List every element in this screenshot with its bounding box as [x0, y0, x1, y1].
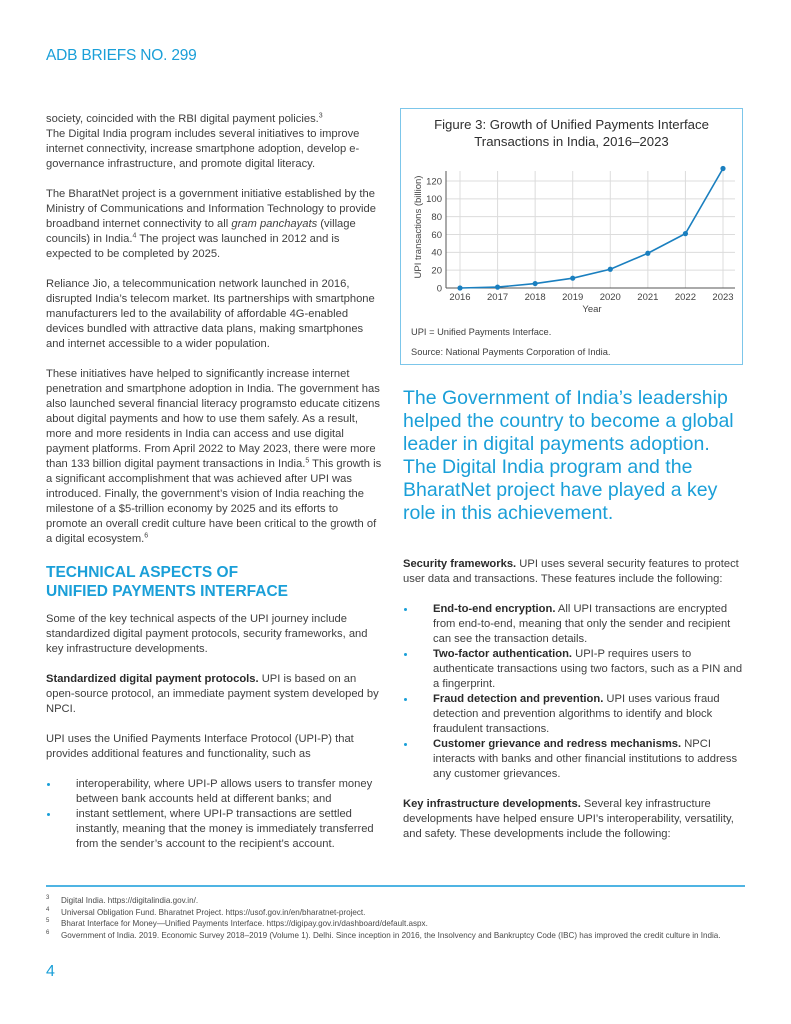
text: Several key infrastructure developments have helped ensure UPI’s interoperability, versatility, and safety. These developments include the following:: [403, 798, 734, 840]
x-tick-label: 2019: [562, 292, 584, 303]
text: UPI-P requires users to authenticate transactions using two factors, such as a PIN and a fingerprint.: [433, 648, 743, 690]
y-axis-label: UPI transactions (billion): [413, 175, 424, 279]
bullet-icon: [404, 743, 407, 746]
x-tick-label: 2022: [674, 292, 696, 303]
data-point: [683, 231, 688, 236]
footnote-number: 5: [46, 918, 50, 924]
footnote-ref-4[interactable]: 4: [132, 232, 137, 240]
bullet-icon: [47, 783, 50, 786]
paragraph-reliance-jio: Reliance Jio, a telecommunication network launched in 2016, disrupted India’s telecom market. Its partnerships with smartphone manufacturers led to the availability of affordable 4G-enabled devices bundled with attractive data plans, making smartphones and internet accessible to a wider population.: [46, 278, 375, 350]
footnote-ref-5[interactable]: 5: [305, 457, 310, 465]
figure-note: UPI = Unified Payments Interface.: [411, 327, 552, 337]
y-tick-label: 80: [431, 211, 442, 223]
security-feature-list: [403, 602, 748, 782]
section-heading: [46, 563, 382, 601]
paragraph-upi-p: UPI uses the Unified Payments Interface Protocol (UPI-P) that provides additional features and functionality, such as: [46, 733, 354, 760]
y-tick-label: 60: [431, 229, 442, 241]
run-in-heading: Security frameworks.: [403, 558, 517, 570]
text: UPI is based on an open-source protocol, an immediate payment system developed by NPCI.: [46, 673, 379, 715]
footnotes: [46, 895, 746, 941]
x-tick-label: 2023: [712, 292, 734, 303]
footnote-5: [46, 918, 746, 930]
data-point: [457, 285, 462, 290]
data-point: [608, 267, 613, 272]
y-tick-label: 20: [431, 265, 442, 277]
left-column-intro: [46, 112, 382, 562]
upi-p-feature-list: [46, 777, 384, 852]
y-tick-label: 0: [436, 283, 442, 295]
paragraph-security: [403, 557, 748, 587]
text: UPI uses various fraud detection and prevention algorithms to identify and block fraudulent transactions.: [433, 693, 720, 735]
italic-term: gram panchayats: [231, 218, 318, 230]
footnote-number: 4: [46, 906, 50, 913]
x-tick-label: 2021: [637, 292, 659, 303]
footnote-text: Government of India. 2019. Economic Survey 2018–2019 (Volume 1). Delhi. Since inception in 2016, the Insolvency and Bankruptcy Code (IBC) has improved the credit culture in India.: [61, 930, 721, 940]
heading-line: UNIFIED PAYMENTS INTERFACE: [46, 583, 288, 600]
footnote-ref-3[interactable]: 3: [318, 112, 323, 120]
publication-header: ADB BRIEFS NO. 299: [46, 47, 197, 64]
right-column-security: [403, 557, 748, 857]
text: The BharatNet project is a government initiative established by the Ministry of Communications and Information Technology to provide broadband internet connectivity to all: [46, 188, 376, 230]
footnote-text[interactable]: Bharat Interface for Money—Unified Payments Interface. https://digipay.gov.in/dashboard/default.aspx.: [61, 919, 428, 928]
text: These initiatives have helped to significantly increase internet penetration and smartphone adoption in India. The government has also launched several financial literacy programsto educate citizens about digital payments and how to use them safely. As a result, more and more residents in India can access and use digital payment platforms. From April 2022 to May 2023, there were more than 133 billion digital payment transactions in India.: [46, 368, 380, 470]
run-in-heading: Key infrastructure developments.: [403, 798, 581, 810]
paragraph-infrastructure: [403, 797, 748, 842]
item-title: Fraud detection and prevention.: [433, 693, 604, 705]
text: The Digital India program includes several initiatives to improve internet connectivity, increase smartphone adoption, develop e-governance infrastructure, and promote digital literacy.: [46, 128, 360, 170]
data-point: [645, 251, 650, 256]
figure-source: Source: National Payments Corporation of India.: [411, 347, 611, 357]
x-tick-label: 2020: [599, 292, 621, 303]
footnote-6: [46, 930, 746, 942]
left-column-technical: [46, 612, 384, 867]
paragraph-protocols: [46, 672, 384, 717]
text: instant settlement, where UPI-P transactions are settled instantly, meaning that the money is immediately transferred from the sender’s account to the recipient’s account.: [76, 808, 374, 850]
figure-title-line: Transactions in India, 2016–2023: [474, 134, 669, 149]
grid: [446, 171, 735, 288]
y-tick-label: 100: [426, 194, 442, 206]
footnote-4: [46, 907, 746, 919]
paragraph-initiatives: [46, 367, 382, 547]
figure-title-line: Figure 3: Growth of Unified Payments Interface: [434, 117, 709, 132]
x-tick-label: 2018: [524, 292, 546, 303]
y-tick-label: 40: [431, 247, 442, 259]
list-item: [46, 807, 384, 852]
data-point: [720, 166, 725, 171]
page-number: 4: [46, 963, 55, 980]
item-title: Customer grievance and redress mechanisms.: [433, 738, 682, 750]
item-title: End-to-end encryption.: [433, 603, 556, 615]
data-point: [495, 285, 500, 290]
figure-3-box: [400, 108, 743, 365]
bullet-icon: [404, 653, 407, 656]
data-point: [570, 276, 575, 281]
footnote-divider: [46, 885, 745, 887]
list-item: [403, 647, 748, 692]
pull-quote: The Government of India’s leadership helped the country to become a global leader in digital payments adoption. The Digital India program and the BharatNet project have played a key role in this achievement.: [403, 387, 734, 524]
list-item: [403, 602, 748, 647]
footnote-number: 3: [46, 895, 50, 901]
item-title: Two-factor authentication.: [433, 648, 573, 660]
text: (village councils) in India.: [46, 218, 356, 245]
text: All UPI transactions are encrypted from end-to-end, meaning that only the sender and recipient can see the transaction details.: [433, 603, 731, 645]
paragraph-digital-india: [46, 112, 382, 172]
text: UPI uses several security features to protect user data and transactions. These features include the following:: [403, 558, 739, 585]
bullet-icon: [404, 608, 407, 611]
text: NPCI interacts with banks and other financial institutions to address any customer grievances.: [433, 738, 738, 780]
data-point: [533, 281, 538, 286]
y-tick-label: 120: [426, 176, 442, 188]
footnote-text[interactable]: Digital India. https://digitalindia.gov.in/.: [61, 896, 199, 905]
x-axis-label: Year: [582, 304, 602, 315]
footnote-3: [46, 895, 746, 907]
axes: [426, 171, 735, 303]
bullet-icon: [47, 813, 50, 816]
footnote-number: 6: [46, 929, 50, 936]
text: society, coincided with the RBI digital payment policies.: [46, 113, 319, 125]
footnote-text[interactable]: Universal Obligation Fund. Bharatnet Project. https://usof.gov.in/en/bharatnet-project.: [61, 907, 366, 917]
list-item: [403, 692, 748, 737]
paragraph-technical-intro: Some of the key technical aspects of the UPI journey include standardized digital payment protocols, security frameworks, and key infrastructure developments.: [46, 613, 368, 655]
text: The project was launched in 2012 and is expected to be completed by 2025.: [46, 233, 340, 260]
list-item: [403, 737, 748, 782]
paragraph-bharatnet: [46, 187, 382, 262]
bullet-icon: [404, 698, 407, 701]
x-tick-label: 2017: [487, 292, 509, 303]
text: interoperability, where UPI-P allows users to transfer money between bank accounts held at different banks; and: [76, 778, 373, 805]
heading-line: TECHNICAL ASPECTS OF: [46, 564, 239, 581]
list-item: [46, 777, 384, 807]
footnote-ref-6[interactable]: 6: [144, 532, 149, 540]
text: This growth is a significant accomplishment that was achieved after UPI was introduced. Finally, the government’s vision of India reaching the milestone of a $5-trillion economy by 2025 and its efforts to promote an overall credit culture have been critical to the growth of a digital ecosystem.: [46, 458, 382, 545]
run-in-heading: Standardized digital payment protocols.: [46, 673, 259, 685]
x-tick-label: 2016: [449, 292, 471, 303]
